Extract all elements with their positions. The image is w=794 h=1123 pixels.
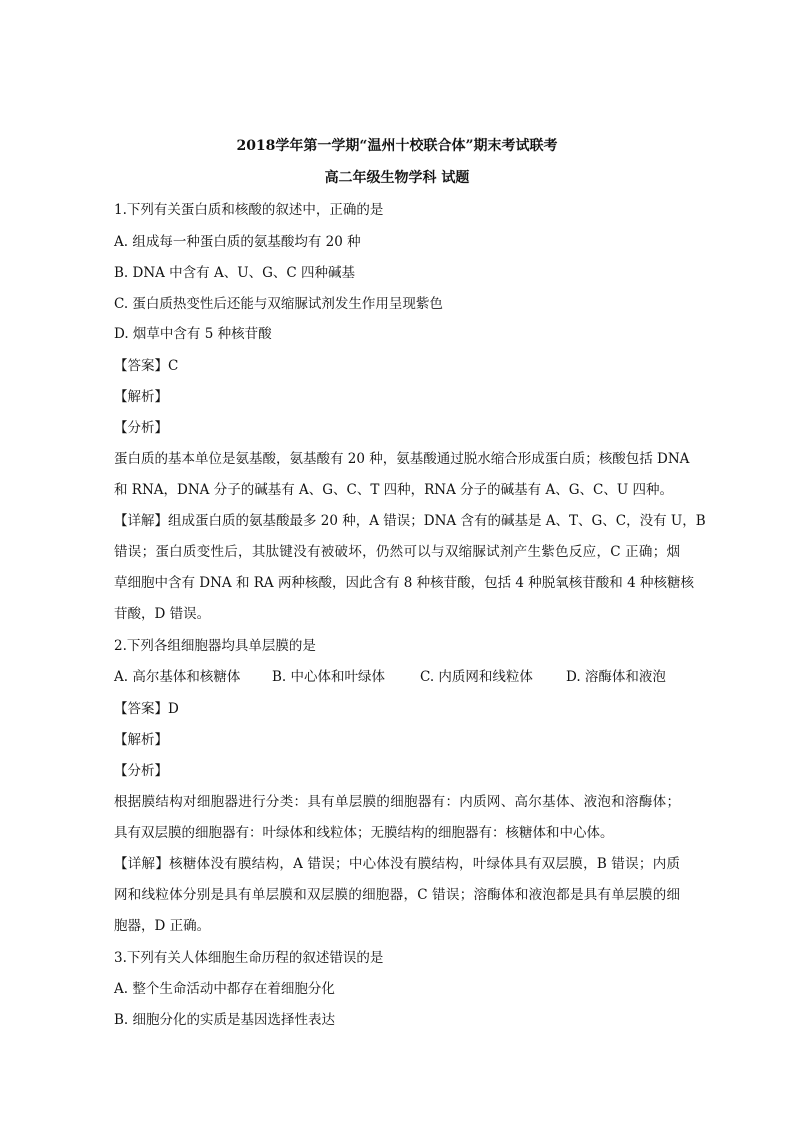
question-1-option-a: A. 组成每一种蛋白质的氨基酸均有 20 种: [114, 234, 361, 250]
question-2-detail-line: 胞器，D 正确。: [114, 918, 211, 934]
question-2-option-b: B. 中心体和叶绿体: [272, 669, 386, 685]
question-2-option-a: A. 高尔基体和核糖体: [114, 669, 241, 685]
question-2-option-d: D. 溶酶体和液泡: [566, 669, 666, 685]
question-1-detail-line: 草细胞中含有 DNA 和 RA 两种核酸，因此含有 8 种核苷酸，包括 4 种脱氧核苷酸和 4 种核糖核: [114, 575, 694, 591]
question-1-jiexi-heading: 【解析】: [114, 389, 168, 405]
question-1-option-d: D. 烟草中含有 5 种核苷酸: [114, 326, 272, 342]
question-1-option-c: C. 蛋白质热变性后还能与双缩脲试剂发生作用呈现紫色: [114, 296, 443, 312]
question-1-stem: 1.下列有关蛋白质和核酸的叙述中，正确的是: [114, 202, 384, 218]
question-3-stem: 3.下列有关人体细胞生命历程的叙述错误的是: [114, 950, 384, 966]
question-1-fenxi-heading: 【分析】: [114, 420, 168, 436]
question-2-option-c: C. 内质网和线粒体: [420, 669, 533, 685]
exam-subtitle: 高二年级生物学科 试题: [324, 170, 470, 186]
question-2-analysis-line: 根据膜结构对细胞器进行分类：具有单层膜的细胞器有：内质网、高尔基体、液泡和溶酶体；: [114, 794, 680, 810]
question-3-option-a: A. 整个生命活动中都存在着细胞分化: [114, 981, 335, 997]
question-1-detail-line: 【详解】组成蛋白质的氨基酸最多 20 种，A 错误；DNA 含有的碱基是 A、T、G、C，没有 U，B: [114, 513, 706, 529]
question-1-analysis-line: 蛋白质的基本单位是氨基酸，氨基酸有 20 种，氨基酸通过脱水缩合形成蛋白质；核酸包括 DNA: [114, 451, 690, 467]
question-1-option-b: B. DNA 中含有 A、U、G、C 四种碱基: [114, 265, 356, 281]
question-2-detail-line: 【详解】核糖体没有膜结构，A 错误；中心体没有膜结构，叶绿体具有双层膜，B 错误；内质: [114, 856, 680, 872]
question-2-jiexi-heading: 【解析】: [114, 732, 168, 748]
question-2-stem: 2.下列各组细胞器均具单层膜的是: [114, 638, 316, 654]
exam-title: 2018学年第一学期“温州十校联合体”期末考试联考: [236, 138, 558, 154]
question-3-option-b: B. 细胞分化的实质是基因选择性表达: [114, 1012, 336, 1028]
question-1-answer: 【答案】C: [114, 358, 179, 374]
question-1-detail-line: 错误；蛋白质变性后，其肽键没有被破坏，仍然可以与双缩脲试剂产生紫色反应，C 正确；烟: [114, 544, 680, 560]
question-2-detail-line: 网和线粒体分别是具有单层膜和双层膜的细胞器，C 错误；溶酶体和液泡都是具有单层膜的细: [114, 887, 680, 903]
question-2-analysis-line: 具有双层膜的细胞器有：叶绿体和线粒体；无膜结构的细胞器有：核糖体和中心体。: [114, 825, 614, 841]
question-2-fenxi-heading: 【分析】: [114, 763, 168, 779]
question-2-answer: 【答案】D: [114, 701, 179, 717]
question-1-analysis-line: 和 RNA，DNA 分子的碱基有 A、G、C、T 四种，RNA 分子的碱基有 A、G、C、U 四种。: [114, 482, 673, 498]
question-1-detail-line: 苷酸，D 错误。: [114, 606, 211, 622]
